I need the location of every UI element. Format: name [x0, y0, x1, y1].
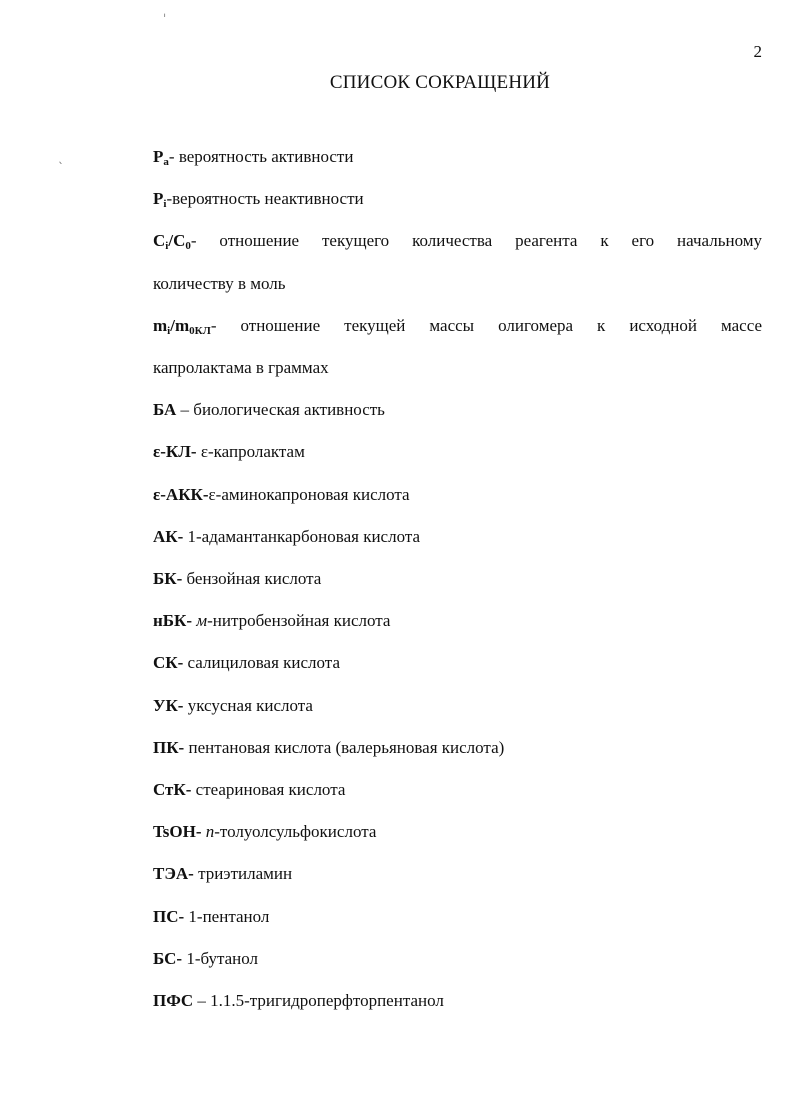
abbreviation: БС- [153, 948, 183, 968]
definition: 1.1.5-тригидроперфторпентанол [210, 991, 444, 1011]
definition: ε-капролактам [200, 442, 305, 462]
list-item: $P_i$-вероятность неактивности [153, 189, 364, 211]
scan-artifact-mark: ˎ [58, 150, 64, 164]
abbreviation-list [153, 136, 762, 1022]
definition: биологическая активность [193, 400, 385, 420]
abbreviation: ПС- [153, 906, 185, 926]
list-item [153, 811, 762, 853]
abbreviation: СтК- [153, 780, 192, 800]
scan-artifact-mark: ˌ [163, 4, 167, 18]
page-title: СПИСОК СОКРАЩЕНИЙ [329, 72, 551, 93]
definition: ε-аминокапроновая кислота [208, 484, 410, 504]
definition: 1-адамантанкарбоновая кислота [187, 526, 421, 546]
list-item [153, 769, 762, 811]
definition: пентановая кислота (валерьяновая кислота) [188, 737, 505, 757]
list-item: $C_i/C_0-$ отношение текущего количества реагента к его начальному [153, 231, 762, 253]
abbreviation: ε-АКК- [153, 484, 209, 504]
list-item [153, 853, 762, 895]
definition: п-толуолсульфокислота [205, 822, 377, 842]
list-item [153, 516, 762, 558]
abbreviation: АК- [153, 526, 184, 546]
abbreviation: $m_i/m_{0КЛ}$ [153, 315, 211, 337]
abbreviation: $P_i$ [153, 189, 167, 211]
definition: вероятность неактивности [172, 189, 364, 209]
definition: стеариновая кислота [195, 780, 346, 800]
list-item: $P_a-$ вероятность активности [153, 147, 354, 168]
list-item-continuation [153, 263, 762, 305]
abbreviation: $C_i/C_0$ [153, 231, 191, 253]
list-item: ПФС – 1.1.5-тригидроперфторпентанол [153, 991, 444, 1011]
abbreviation: $P_a$ [153, 147, 169, 168]
definition: 1-бутанол [186, 948, 259, 968]
definition: количеству в моль [153, 273, 286, 293]
list-item-continuation [153, 347, 762, 389]
abbreviation: БК- [153, 569, 183, 589]
definition: салициловая кислота [187, 653, 340, 673]
list-item [153, 685, 762, 727]
definition: м-нитробензойная кислота [196, 611, 391, 631]
list-item [153, 938, 762, 980]
list-item [153, 558, 762, 600]
definition: 1-пентанол [188, 906, 270, 926]
list-item: $m_i/m_{0КЛ}-$ отношение текущей массы олигомера к исходной массе [153, 315, 762, 337]
abbreviation: ТЭА- [153, 864, 194, 884]
definition: уксусная кислота [187, 695, 313, 715]
list-item [153, 642, 762, 684]
abbreviation: нБК- [153, 611, 193, 631]
abbreviation: СК- [153, 653, 184, 673]
definition: бензойная кислота [186, 569, 322, 589]
list-item [153, 431, 762, 473]
abbreviation: TsOH- [153, 822, 202, 842]
abbreviation: ε-КЛ- [153, 442, 197, 462]
list-item [153, 600, 762, 642]
list-item [153, 474, 762, 516]
definition: триэтиламин [198, 864, 293, 884]
list-item: БА – биологическая активность [153, 400, 385, 420]
abbreviation: ПК- [153, 737, 185, 757]
abbreviation: ПФС [153, 991, 194, 1011]
page-number: 2 [753, 42, 762, 61]
list-item [153, 727, 762, 769]
definition: отношение текущего количества реагента к его начальному [219, 231, 762, 251]
definition: вероятность активности [178, 147, 354, 166]
definition: капролактама в граммах [153, 358, 329, 378]
list-item [153, 896, 762, 938]
abbreviation: БА [153, 400, 177, 420]
abbreviation: УК- [153, 695, 184, 715]
definition: отношение текущей массы олигомера к исходной массе [240, 315, 762, 335]
